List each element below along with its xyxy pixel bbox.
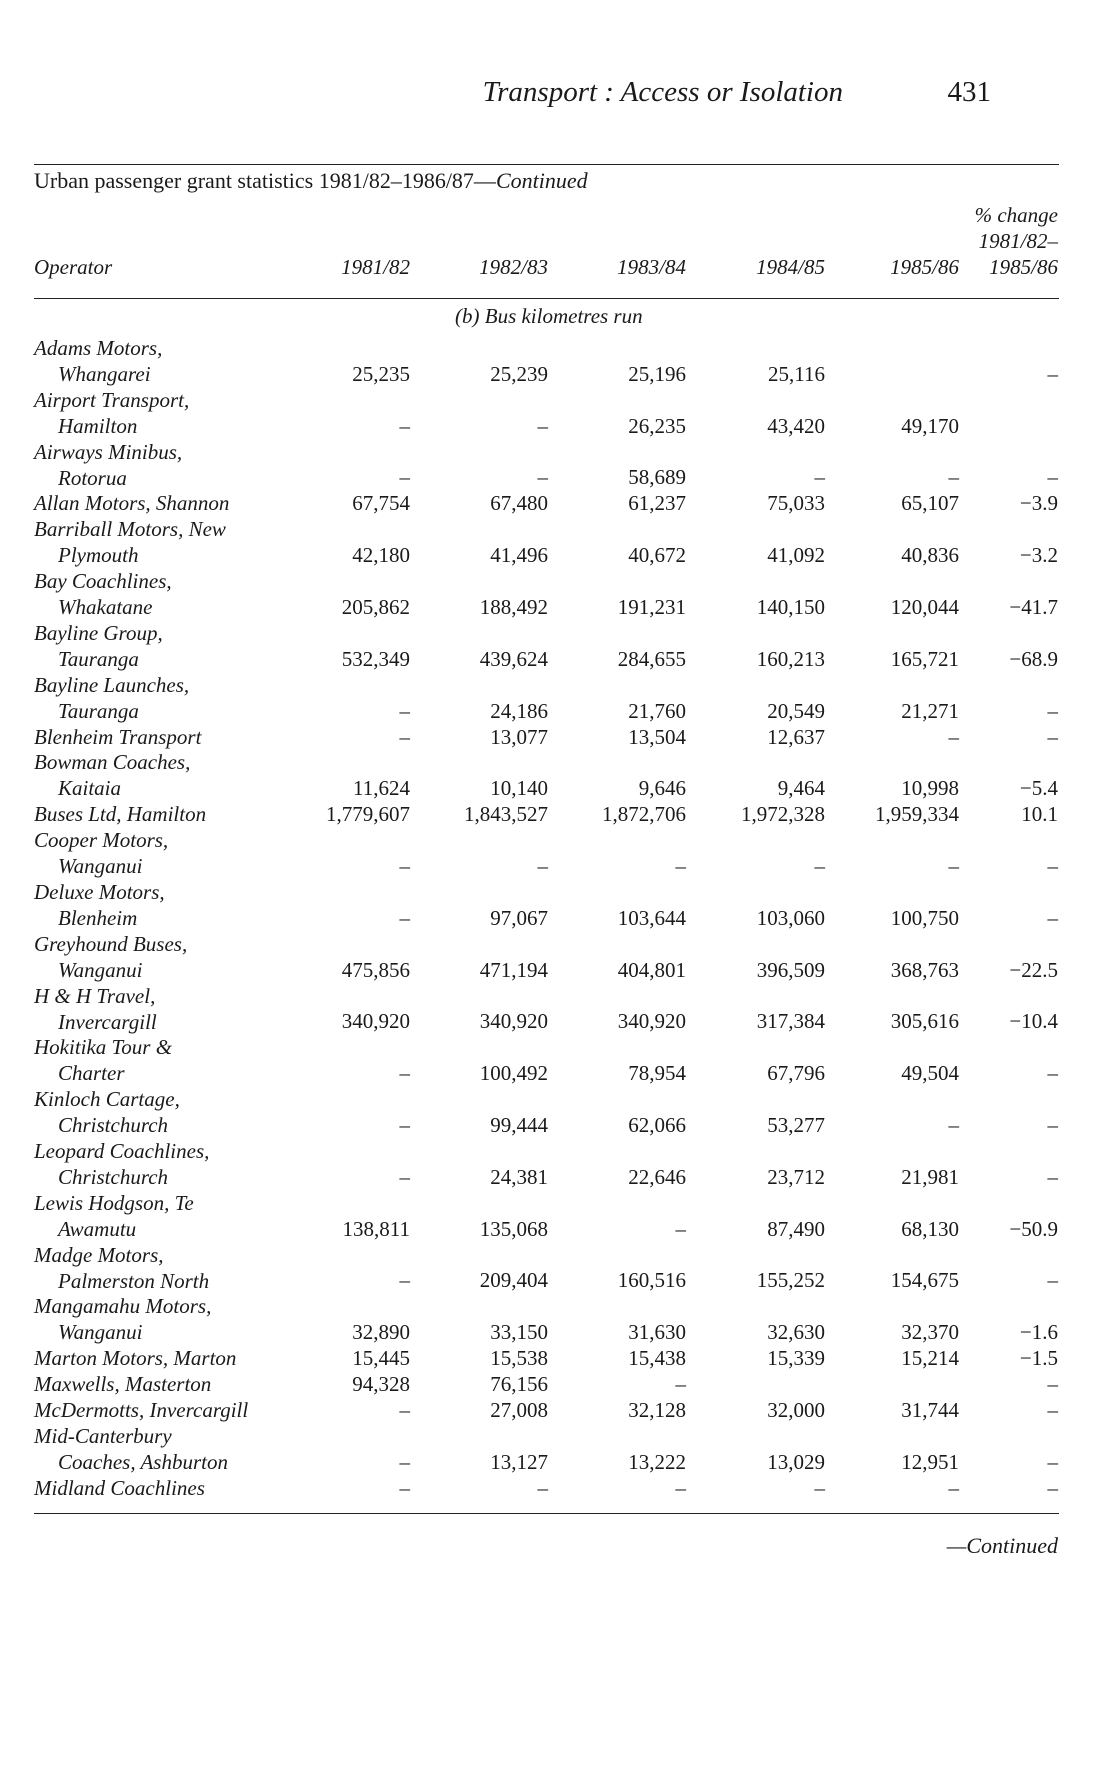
- val-pct-change: –: [1047, 1112, 1058, 1137]
- val-1981-82: –: [399, 1268, 410, 1293]
- val-1984-85: 103,060: [756, 905, 825, 930]
- val-1982-83: –: [537, 413, 548, 438]
- val-pct-change: −3.9: [1019, 491, 1058, 516]
- operator-line2: Tauranga: [58, 646, 139, 671]
- val-1985-86: 49,504: [901, 1061, 959, 1086]
- val-1982-83: –: [537, 853, 548, 878]
- val-1983-84: 21,760: [628, 698, 686, 723]
- operator-name: [34, 1371, 211, 1397]
- table-row: [0, 672, 1114, 724]
- operator-line2: Coaches, Ashburton: [58, 1449, 228, 1474]
- operator-line2: Wanganui: [58, 854, 143, 879]
- val-pct-change: –: [1047, 361, 1058, 386]
- operator-line1: Barriball Motors, New: [34, 517, 226, 542]
- val-1981-82: –: [399, 853, 410, 878]
- operator-line2: Rotorua: [58, 465, 127, 490]
- val-pct-change: −41.7: [1009, 594, 1058, 619]
- val-1985-86: 154,675: [890, 1268, 959, 1293]
- table-row: [0, 801, 1114, 827]
- table-row: [0, 1397, 1114, 1423]
- val-1983-84: 9,646: [638, 776, 686, 801]
- val-pct-change: −1.6: [1019, 1320, 1058, 1345]
- val-1981-82: 42,180: [352, 543, 410, 568]
- val-1985-86: –: [948, 724, 959, 749]
- val-1981-82: –: [399, 905, 410, 930]
- table-row: [0, 439, 1114, 491]
- val-1983-84: 26,235: [628, 413, 686, 438]
- val-1983-84: 62,066: [628, 1112, 686, 1137]
- val-1982-83: 99,444: [490, 1112, 548, 1137]
- val-1984-85: 41,092: [767, 543, 825, 568]
- val-1981-82: –: [399, 1061, 410, 1086]
- val-1982-83: 209,404: [479, 1268, 548, 1293]
- val-1983-84: 1,872,706: [602, 802, 686, 827]
- val-1982-83: 135,068: [479, 1216, 548, 1241]
- table-row: [0, 1345, 1114, 1371]
- val-pct-change: –: [1047, 905, 1058, 930]
- operator-line1: Kinloch Cartage,: [34, 1087, 180, 1112]
- table-row: [0, 724, 1114, 750]
- val-pct-change: −68.9: [1009, 646, 1058, 671]
- val-1981-82: –: [399, 1475, 410, 1500]
- val-1983-84: 13,222: [628, 1449, 686, 1474]
- val-1982-83: 33,150: [490, 1320, 548, 1345]
- val-1981-82: –: [399, 698, 410, 723]
- val-1984-85: –: [814, 1475, 825, 1500]
- val-1985-86: 31,744: [901, 1397, 959, 1422]
- table-row: [0, 1242, 1114, 1294]
- val-1983-84: 32,128: [628, 1397, 686, 1422]
- val-1982-83: 100,492: [479, 1061, 548, 1086]
- operator-name: [34, 620, 163, 672]
- operator-line1: Bay Coachlines,: [34, 569, 172, 594]
- val-1982-83: 13,127: [490, 1449, 548, 1474]
- col-header-1981-82: 1981/82: [341, 255, 410, 279]
- table-row: [0, 620, 1114, 672]
- section-label: (b) Bus kilometres run: [455, 304, 643, 328]
- val-1984-85: 32,000: [767, 1397, 825, 1422]
- val-1983-84: –: [675, 1475, 686, 1500]
- val-1984-85: 75,033: [767, 491, 825, 516]
- operator-line1: Airways Minibus,: [34, 439, 183, 464]
- val-1985-86: –: [948, 465, 959, 490]
- val-1985-86: 305,616: [890, 1009, 959, 1034]
- val-1983-84: –: [675, 1372, 686, 1396]
- val-1982-83: 24,381: [490, 1164, 548, 1189]
- val-1982-83: 10,140: [490, 776, 548, 801]
- val-1982-83: 471,194: [479, 957, 548, 982]
- page-header: [0, 76, 991, 116]
- operator-line2: Hamilton: [58, 413, 138, 438]
- top-rule: [34, 164, 1059, 165]
- operator-name: [34, 1242, 209, 1294]
- val-1985-86: 49,170: [901, 413, 959, 438]
- val-1983-84: 284,655: [617, 646, 686, 671]
- val-1983-84: 404,801: [617, 957, 686, 982]
- table-row: [0, 516, 1114, 568]
- val-1984-85: 53,277: [767, 1112, 825, 1137]
- val-1984-85: 160,213: [756, 646, 825, 671]
- operator-line1: Lewis Hodgson, Te: [34, 1190, 194, 1215]
- val-1983-84: 103,644: [617, 905, 686, 930]
- val-1985-86: 12,951: [901, 1449, 959, 1474]
- val-1983-84: 22,646: [628, 1164, 686, 1189]
- operator-line2: Charter: [58, 1061, 125, 1086]
- operator-name: [34, 827, 168, 879]
- operator-line1: Blenheim Transport: [34, 724, 202, 749]
- operator-name: [34, 1190, 194, 1242]
- val-1984-85: 12,637: [767, 724, 825, 749]
- table-row: [0, 387, 1114, 439]
- val-1984-85: 9,464: [777, 776, 825, 801]
- table-row: [0, 931, 1114, 983]
- operator-name: [34, 516, 226, 568]
- val-1981-82: 205,862: [341, 594, 410, 619]
- val-1981-82: 25,235: [352, 361, 410, 386]
- col-header-pct-line1: % change: [974, 203, 1058, 227]
- val-pct-change: –: [1047, 1268, 1058, 1293]
- table-row: [0, 335, 1114, 387]
- page-number: 431: [947, 76, 991, 108]
- table-row: [0, 1086, 1114, 1138]
- col-header-pct-line2: 1981/82–: [978, 229, 1058, 253]
- operator-name: [34, 1345, 236, 1371]
- col-header-1985-86: 1985/86: [890, 255, 959, 279]
- val-pct-change: −22.5: [1009, 957, 1058, 982]
- val-1985-86: 65,107: [901, 491, 959, 516]
- operator-line2: Blenheim: [58, 905, 138, 930]
- operator-line1: Allan Motors, Shannon: [34, 491, 230, 516]
- val-1982-83: 25,239: [490, 361, 548, 386]
- val-1981-82: –: [399, 724, 410, 749]
- val-pct-change: –: [1047, 853, 1058, 878]
- table-row: [0, 1034, 1114, 1086]
- val-1982-83: 24,186: [490, 698, 548, 723]
- table-row: [0, 1475, 1114, 1501]
- table-row: [0, 879, 1114, 931]
- table-row: [0, 749, 1114, 801]
- operator-name: [34, 1397, 248, 1423]
- operator-line1: Leopard Coachlines,: [34, 1138, 210, 1163]
- val-pct-change: −10.4: [1009, 1009, 1058, 1034]
- operator-line2: Christchurch: [58, 1164, 169, 1189]
- operator-line2: Wanganui: [58, 957, 143, 982]
- val-1981-82: 475,856: [341, 957, 410, 982]
- operator-name: [34, 1138, 209, 1190]
- operator-line1: Adams Motors,: [34, 336, 163, 360]
- val-pct-change: –: [1047, 1372, 1058, 1396]
- operator-name: [34, 724, 201, 750]
- val-1981-82: 1,779,607: [326, 802, 410, 827]
- operator-name: [34, 568, 172, 620]
- operator-line1: Deluxe Motors,: [34, 879, 165, 904]
- col-header-pct-line3: 1985/86: [989, 255, 1058, 279]
- operator-name: [34, 1475, 205, 1501]
- operator-line1: Bowman Coaches,: [34, 750, 191, 775]
- table-row: [0, 1138, 1114, 1190]
- val-1981-82: 67,754: [352, 491, 410, 516]
- val-1982-83: 340,920: [479, 1009, 548, 1034]
- operator-line1: Buses Ltd, Hamilton: [34, 802, 207, 827]
- table-row: [0, 1371, 1114, 1397]
- val-1982-83: –: [537, 465, 548, 490]
- val-1981-82: 532,349: [341, 646, 410, 671]
- val-1983-84: 31,630: [628, 1320, 686, 1345]
- val-1985-86: 68,130: [901, 1216, 959, 1241]
- table-row: [0, 983, 1114, 1035]
- val-1982-83: 1,843,527: [464, 802, 548, 827]
- col-header-1984-85: 1984/85: [756, 255, 825, 279]
- val-pct-change: −1.5: [1019, 1346, 1058, 1371]
- val-1984-85: 1,972,328: [741, 802, 825, 827]
- val-1984-85: 317,384: [756, 1009, 825, 1034]
- operator-name: [34, 439, 182, 491]
- val-1985-86: 10,998: [901, 776, 959, 801]
- val-1981-82: –: [399, 1449, 410, 1474]
- val-1982-83: –: [537, 1475, 548, 1500]
- val-1985-86: 100,750: [890, 905, 959, 930]
- val-1985-86: 15,214: [901, 1346, 959, 1371]
- operator-name: [34, 931, 187, 983]
- val-1984-85: 43,420: [767, 413, 825, 438]
- val-1984-85: 32,630: [767, 1320, 825, 1345]
- table-row: [0, 568, 1114, 620]
- operator-line2: Christchurch: [58, 1113, 169, 1138]
- val-pct-change: –: [1047, 724, 1058, 749]
- val-1981-82: 11,624: [353, 776, 410, 801]
- val-1981-82: 138,811: [342, 1216, 410, 1241]
- operator-line2: Tauranga: [58, 698, 139, 723]
- operator-line2: Whakatane: [58, 595, 153, 620]
- val-1982-83: 439,624: [479, 646, 548, 671]
- val-pct-change: −5.4: [1019, 776, 1058, 801]
- val-1984-85: –: [814, 465, 825, 490]
- val-pct-change: –: [1047, 1061, 1058, 1086]
- val-1981-82: –: [399, 465, 410, 490]
- operator-name: [34, 879, 165, 931]
- col-header-operator: Operator: [34, 255, 113, 279]
- operator-line1: Marton Motors, Marton: [34, 1346, 237, 1371]
- table-row: [0, 1293, 1114, 1345]
- continued-note: —Continued: [946, 1532, 1058, 1558]
- val-1983-84: 25,196: [628, 361, 686, 386]
- val-1985-86: 1,959,334: [875, 802, 959, 827]
- val-1982-83: 76,156: [490, 1372, 548, 1396]
- val-1985-86: 32,370: [901, 1320, 959, 1345]
- table-row: [0, 827, 1114, 879]
- operator-line2: Plymouth: [58, 543, 139, 568]
- caption-continued: Continued: [495, 168, 588, 193]
- val-pct-change: −3.2: [1019, 543, 1058, 568]
- operator-name: [34, 1293, 211, 1345]
- val-pct-change: –: [1047, 1397, 1058, 1422]
- val-1983-84: 160,516: [617, 1268, 686, 1293]
- operator-name: [34, 387, 189, 439]
- val-1982-83: 13,077: [490, 724, 548, 749]
- val-1981-82: 340,920: [341, 1009, 410, 1034]
- val-1984-85: –: [814, 853, 825, 878]
- val-1985-86: –: [948, 853, 959, 878]
- val-1982-83: 27,008: [490, 1397, 548, 1422]
- operator-name: [34, 749, 190, 801]
- operator-line1: Bayline Launches,: [34, 672, 190, 697]
- val-pct-change: –: [1047, 1449, 1058, 1474]
- operator-line2: Palmerston North: [58, 1268, 210, 1293]
- operator-line1: H & H Travel,: [34, 983, 156, 1008]
- val-1984-85: 67,796: [767, 1061, 825, 1086]
- val-pct-change: −50.9: [1009, 1216, 1058, 1241]
- col-header-1982-83: 1982/83: [479, 255, 548, 279]
- table-caption: [34, 168, 588, 194]
- operator-line1: Airport Transport,: [34, 387, 190, 412]
- operator-name: [34, 801, 206, 827]
- operator-line1: McDermotts, Invercargill: [34, 1397, 249, 1422]
- val-1983-84: 340,920: [617, 1009, 686, 1034]
- table-row: [0, 1190, 1114, 1242]
- operator-line1: Maxwells, Masterton: [34, 1372, 212, 1396]
- operator-name: [34, 672, 189, 724]
- val-1983-84: –: [675, 853, 686, 878]
- val-1985-86: 21,981: [901, 1164, 959, 1189]
- val-1981-82: 94,328: [352, 1372, 410, 1396]
- val-1981-82: –: [399, 1397, 410, 1422]
- operator-line2: Wanganui: [58, 1320, 143, 1345]
- val-1984-85: 13,029: [767, 1449, 825, 1474]
- val-1984-85: 396,509: [756, 957, 825, 982]
- val-1981-82: 15,445: [352, 1346, 410, 1371]
- val-1985-86: 40,836: [901, 543, 959, 568]
- val-1984-85: 25,116: [768, 361, 825, 386]
- running-title: Transport : Access or Isolation: [482, 76, 843, 108]
- val-pct-change: –: [1047, 1164, 1058, 1189]
- val-1983-84: 13,504: [628, 724, 686, 749]
- bottom-rule: [34, 1513, 1059, 1514]
- operator-name: [34, 490, 229, 516]
- val-1985-86: 368,763: [890, 957, 959, 982]
- operator-line1: Bayline Group,: [34, 620, 163, 645]
- val-1983-84: 78,954: [628, 1061, 686, 1086]
- table-row: [0, 1423, 1114, 1475]
- val-1985-86: 120,044: [890, 594, 959, 619]
- operator-line2: Invercargill: [58, 1009, 157, 1034]
- val-1983-84: 40,672: [628, 543, 686, 568]
- operator-line1: Mangamahu Motors,: [34, 1294, 212, 1319]
- val-1982-83: 67,480: [490, 491, 548, 516]
- val-1982-83: 15,538: [490, 1346, 548, 1371]
- val-pct-change: –: [1047, 1475, 1058, 1500]
- val-1984-85: 15,339: [767, 1346, 825, 1371]
- val-1982-83: 188,492: [479, 594, 548, 619]
- val-1981-82: –: [399, 413, 410, 438]
- val-1984-85: 23,712: [767, 1164, 825, 1189]
- val-1981-82: –: [399, 1112, 410, 1137]
- operator-line1: Greyhound Buses,: [34, 931, 188, 956]
- operator-line2: Whangarei: [58, 362, 151, 386]
- val-1981-82: –: [399, 1164, 410, 1189]
- val-1983-84: 58,689: [628, 465, 686, 490]
- val-1982-83: 41,496: [490, 543, 548, 568]
- operator-line1: Cooper Motors,: [34, 828, 169, 853]
- val-1981-82: 32,890: [352, 1320, 410, 1345]
- caption-main: Urban passenger grant statistics 1981/82–1986/87—: [34, 168, 496, 193]
- val-1985-86: –: [948, 1475, 959, 1500]
- val-1983-84: 61,237: [628, 491, 686, 516]
- val-pct-change: –: [1047, 698, 1058, 723]
- operator-name: [34, 1034, 172, 1086]
- operator-line1: Mid-Canterbury: [34, 1423, 172, 1448]
- operator-line1: Midland Coachlines: [34, 1475, 205, 1500]
- col-header-1983-84: 1983/84: [617, 255, 686, 279]
- operator-name: [34, 1086, 180, 1138]
- val-1984-85: 20,549: [767, 698, 825, 723]
- val-pct-change: 10.1: [1021, 802, 1058, 827]
- val-1984-85: 140,150: [756, 594, 825, 619]
- operator-line1: Hokitika Tour &: [34, 1035, 173, 1060]
- val-1983-84: –: [675, 1216, 686, 1241]
- val-1985-86: 165,721: [890, 646, 959, 671]
- table-row: [0, 490, 1114, 516]
- val-1983-84: 191,231: [617, 594, 686, 619]
- val-1985-86: 21,271: [901, 698, 959, 723]
- val-1982-83: 97,067: [490, 905, 548, 930]
- val-1984-85: 87,490: [767, 1216, 825, 1241]
- operator-line2: Kaitaia: [58, 776, 122, 801]
- operator-name: [34, 1423, 228, 1475]
- val-1984-85: 155,252: [756, 1268, 825, 1293]
- val-1983-84: 15,438: [628, 1346, 686, 1371]
- val-1985-86: –: [948, 1112, 959, 1137]
- val-pct-change: –: [1047, 465, 1058, 490]
- header-rule: [34, 298, 1059, 299]
- operator-line2: Awamutu: [58, 1216, 137, 1241]
- operator-name: [34, 335, 162, 387]
- operator-line1: Madge Motors,: [34, 1242, 164, 1267]
- operator-name: [34, 983, 157, 1035]
